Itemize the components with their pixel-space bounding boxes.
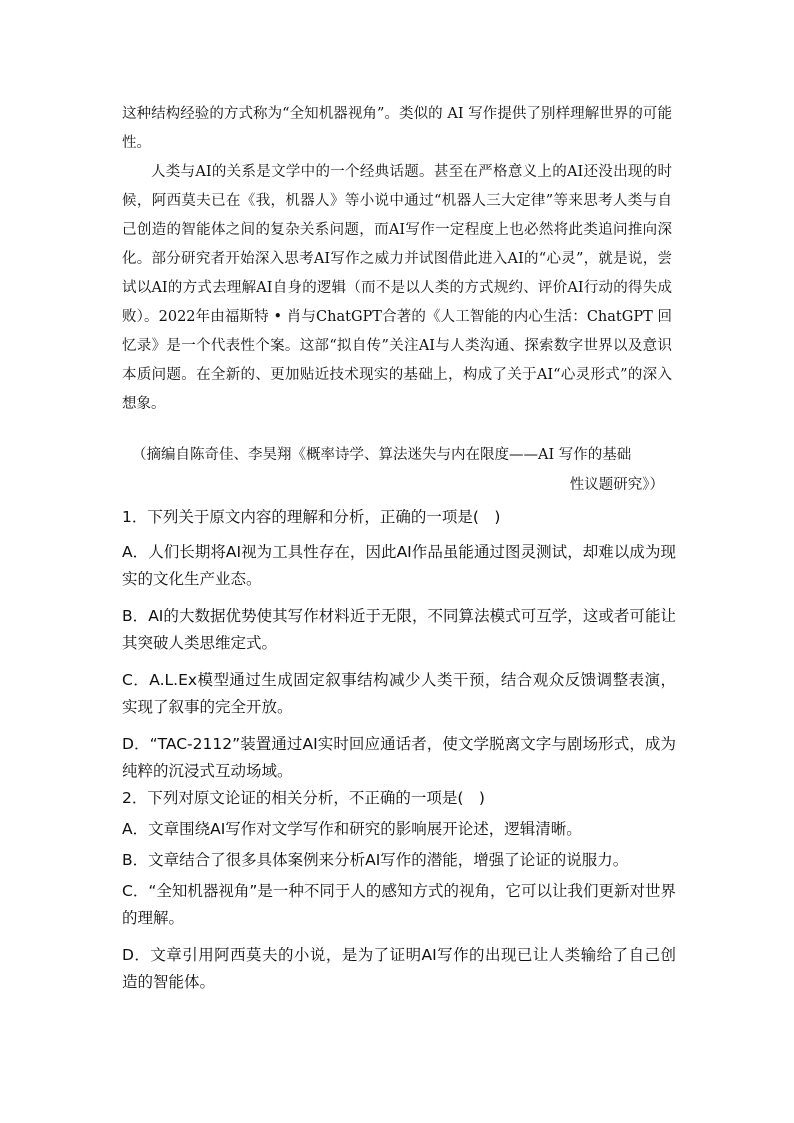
- source-citation: [122, 440, 670, 500]
- question-2-option-d: D．文章引用阿西莫夫的小说，是为了证明AI写作的出现已让人类输给了自己创造的智能体。: [122, 946, 676, 991]
- question-1: [122, 505, 676, 785]
- question-1-stem: 1．下列关于原文内容的理解和分析，正确的一项是( ): [122, 508, 501, 526]
- question-2-option-c: C．“全知机器视角”是一种不同于人的感知方式的视角，它可以让我们更新对世界的理解。: [122, 882, 676, 927]
- question-2-option-b: B．文章结合了很多具体案例来分析AI写作的潜能，增强了论证的说服力。: [122, 851, 629, 869]
- passage-paragraph-1: 这种结构经验的方式称为“全知机器视角”。类似的 AI 写作提供了别样理解世界的可能性。: [122, 106, 672, 151]
- passage: [122, 100, 672, 419]
- source-line-2: 性议题研究》）: [569, 477, 664, 493]
- question-1-option-a: A．人们长期将AI视为工具性存在，因此AI作品虽能通过图灵测试，却难以成为现实的文化生产业态。: [122, 543, 676, 588]
- question-1-option-d: D．“TAC-2112”装置通过AI实时回应通话者，使文学脱离文字与剧场形式，成为纯粹的沉浸式互动场域。: [122, 735, 676, 780]
- question-2: [122, 786, 676, 996]
- question-2-option-a: A．文章围绕AI写作对文学写作和研究的影响展开论述，逻辑清晰。: [122, 820, 582, 838]
- question-2-stem: 2．下列对原文论证的相关分析，不正确的一项是( ): [122, 789, 485, 807]
- passage-paragraph-2: 人类与AI的关系是文学中的一个经典话题。甚至在严格意义上的AI还没出现的时候，阿西莫夫已在《我，机器人》等小说中通过“机器人三大定律”等来思考人类与自己创造的智能体之间的复杂关系问题，而AI写作一定程度上也必然将此类追问推向深化。部分研究者开始深入思考AI写作之威力并试图借此进入AI的“心灵”，就是说，尝试以AI的方式去理解AI自身的逻辑（而不是以人类的方式规约、评价AI行动的得失成败）。2022年由福斯特 • 肖与ChatGPT合著的《人工智能的内心生活：ChatGPT 回忆录》是一个代表性个案。这部“拟自传”关注AI与人类沟通、探索数字世界以及意识本质问题。在全新的、更加贴近技术现实的基础上，构成了关于AI“心灵形式”的深入想象。: [122, 164, 672, 412]
- question-1-option-c: C．A.L.Ex模型通过生成固定叙事结构减少人类干预，结合观众反馈调整表演，实现了叙事的完全开放。: [122, 671, 676, 716]
- source-line-1: （摘编自陈奇佳、李昊翔《概率诗学、算法迷失与内在限度——AI 写作的基础: [132, 447, 632, 463]
- question-1-option-b: B．AI的大数据优势使其写作材料近于无限，不同算法模式可互学，这或者可能让其突破人类思维定式。: [122, 607, 676, 652]
